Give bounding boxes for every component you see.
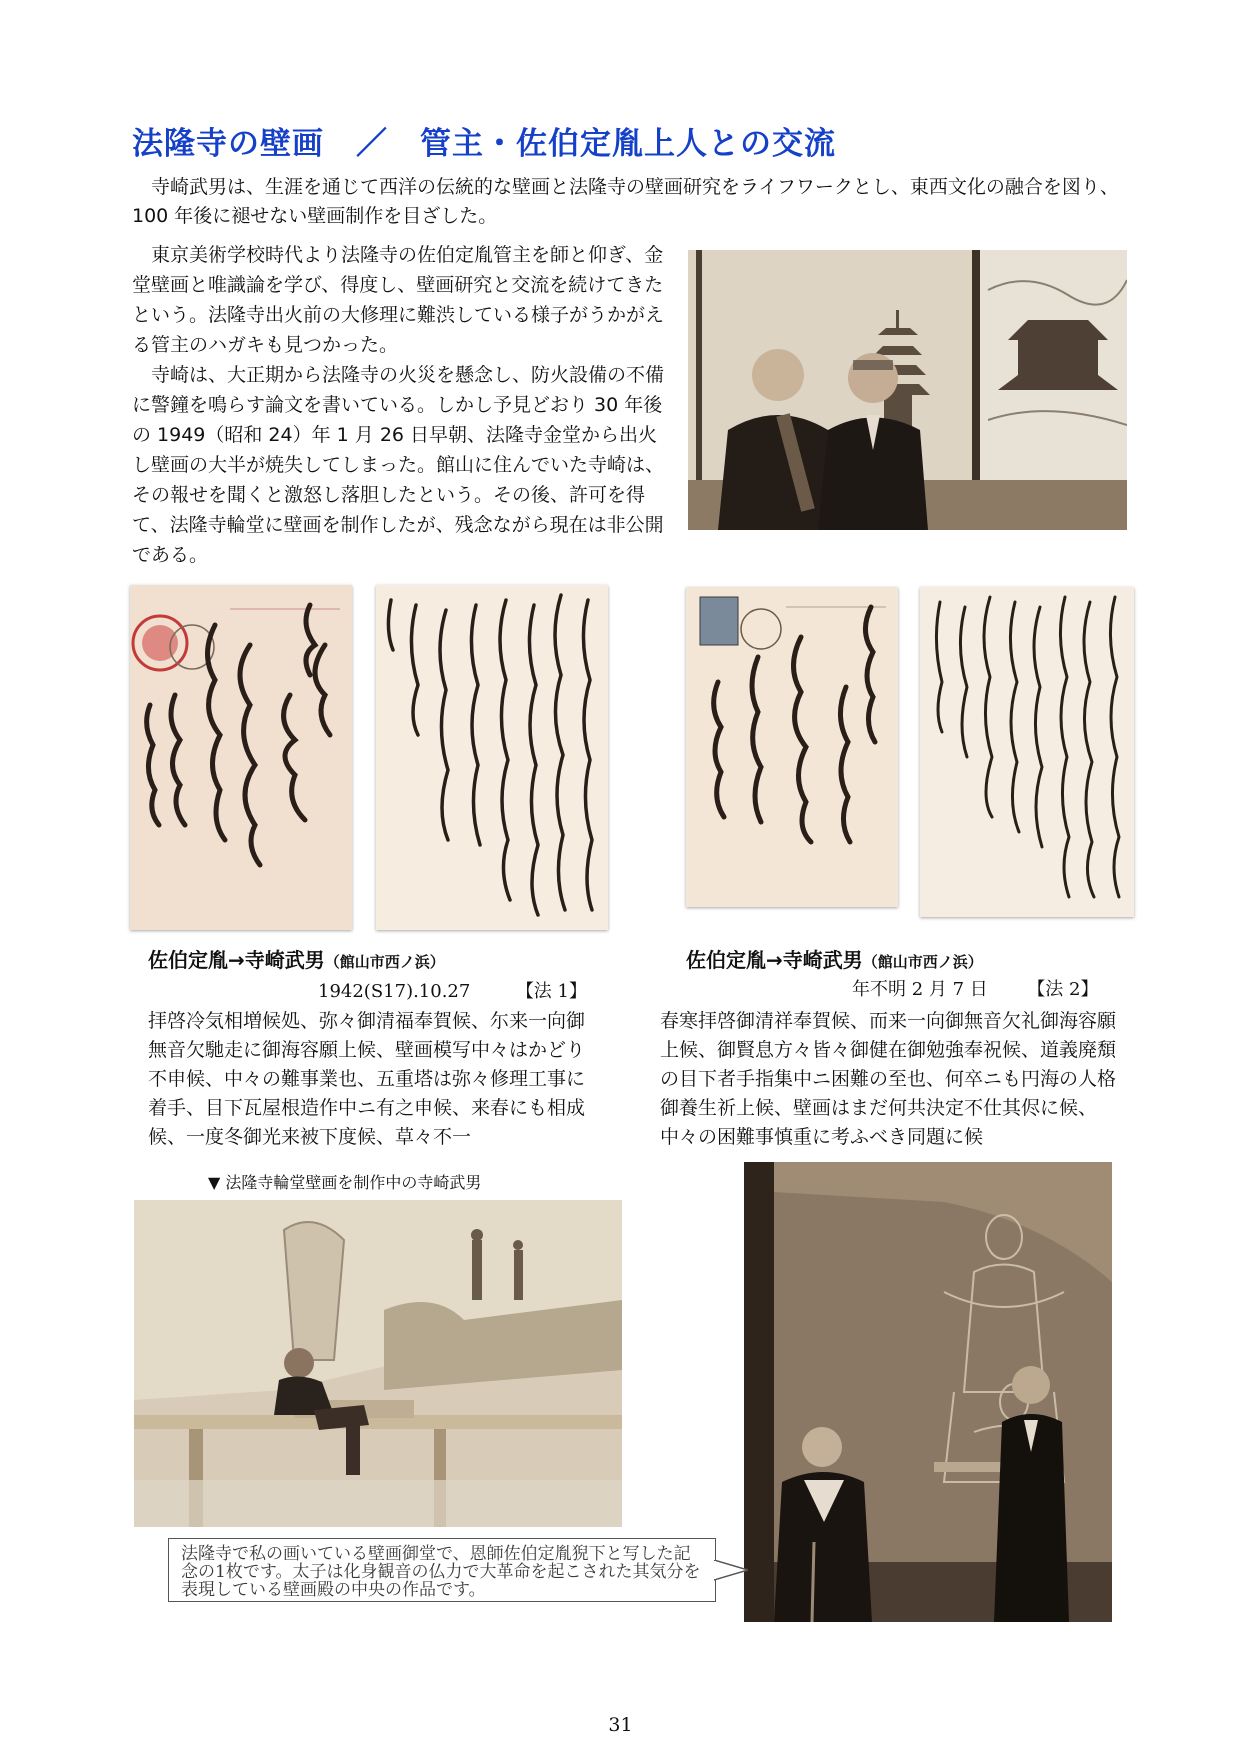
postcard-2-label: 【法 2】	[1027, 979, 1099, 1000]
postcard-2-date-line	[852, 975, 1098, 1001]
page-number: 31	[608, 1714, 633, 1736]
postcard-1-caption	[148, 944, 445, 973]
postcard-1-caption-location: （館山市西ノ浜）	[324, 953, 445, 971]
page-title: 法隆寺の壁画 ／ 管主・佐伯定胤上人との交流	[132, 126, 836, 162]
handwriting-letter	[376, 585, 608, 930]
note-pointer-icon	[714, 1560, 748, 1582]
postcard-2-date: 年不明 2 月 7 日	[852, 979, 988, 1000]
postcard-1-front	[130, 585, 352, 930]
postcard-1-back	[376, 585, 608, 930]
stamp-icon	[686, 587, 898, 907]
handwriting-letter-2	[920, 587, 1134, 917]
postcard-1-transcription: 拝啓冷気相増候処、弥々御清福奉賀候、尓来一向御無音欠馳走に御海容願上候、壁画模写中々はかどり不申候、中々の難事業也、五重塔は弥々修理工事に着手、目下瓦屋根造作中ニ有之申候、来春にも相成候、一度冬御光来被下度候、草々不一	[148, 1010, 586, 1148]
postcard-1-caption-title: 佐伯定胤→寺崎武男	[148, 948, 325, 972]
body-paragraph-1: 東京美術学校時代より法隆寺の佐伯定胤管主を師と仰ぎ、金堂壁画と唯識論を学び、得度し、壁画研究と交流を続けてきたという。法隆寺出火前の大修理に難渋している様子がうかがえる管主のハガキも見つかった。	[132, 244, 665, 356]
postcard-2-caption	[686, 944, 983, 973]
photo-label: ▼ 法隆寺輪堂壁画を制作中の寺崎武男	[208, 1173, 482, 1192]
postcard-1-date: 1942(S17).10.27	[318, 981, 471, 1002]
postcard-2-caption-location: （館山市西ノ浜）	[862, 953, 983, 971]
photo-terasaki-painting	[134, 1200, 622, 1527]
postcard-2-back	[920, 587, 1134, 917]
photo-saeki-and-terasaki	[688, 250, 1127, 530]
body-text	[132, 240, 670, 570]
intro-paragraph: 寺崎武男は、生涯を通じて西洋の伝統的な壁画と法隆寺の壁画研究をライフワークとし、東西文化の融合を図り、100 年後に褪せない壁画制作を目ざした。	[132, 176, 1119, 227]
handwriting-address	[130, 585, 352, 930]
photo-note-box: 法隆寺で私の画いている壁画御堂で、恩師佐伯定胤猊下と写した記念の1枚です。太子は化身観音の仏力で大革命を起こされた其気分を表現している壁画殿の中央の作品です。	[168, 1538, 716, 1602]
postcard-2-front	[686, 587, 898, 907]
postcard-1-date-line	[318, 977, 587, 1003]
photo-saeki-terasaki-mural	[744, 1162, 1112, 1622]
postcard-1-label: 【法 1】	[515, 981, 587, 1002]
body-paragraph-2: 寺崎は、大正期から法隆寺の火災を懸念し、防火設備の不備に警鐘を鳴らす論文を書いている。しかし予見どおり 30 年後の 1949（昭和 24）年 1 月 26 日早朝、法隆寺金堂から出火し壁画の大半が焼失してしまった。館山に住んでいた寺崎は、その報せを聞くと激怒し落胆したという。その後、許可を得て、法隆寺輪堂に壁画を制作したが、残念ながら現在は非公開である。	[132, 364, 665, 566]
postcard-2-transcription: 春寒拝啓御清祥奉賀候、而来一向御無音欠礼御海容願上候、御賢息方々皆々御健在御勉強奉祝候、道義廃頽の目下者手指集中ニ困難の至也、何卒ニも円海の人格御養生祈上候、壁画はまだ何共決定不仕其侭に候、中々の困難事慎重に考ふべき同題に候	[660, 1010, 1117, 1148]
postcard-2-caption-title: 佐伯定胤→寺崎武男	[686, 948, 863, 972]
